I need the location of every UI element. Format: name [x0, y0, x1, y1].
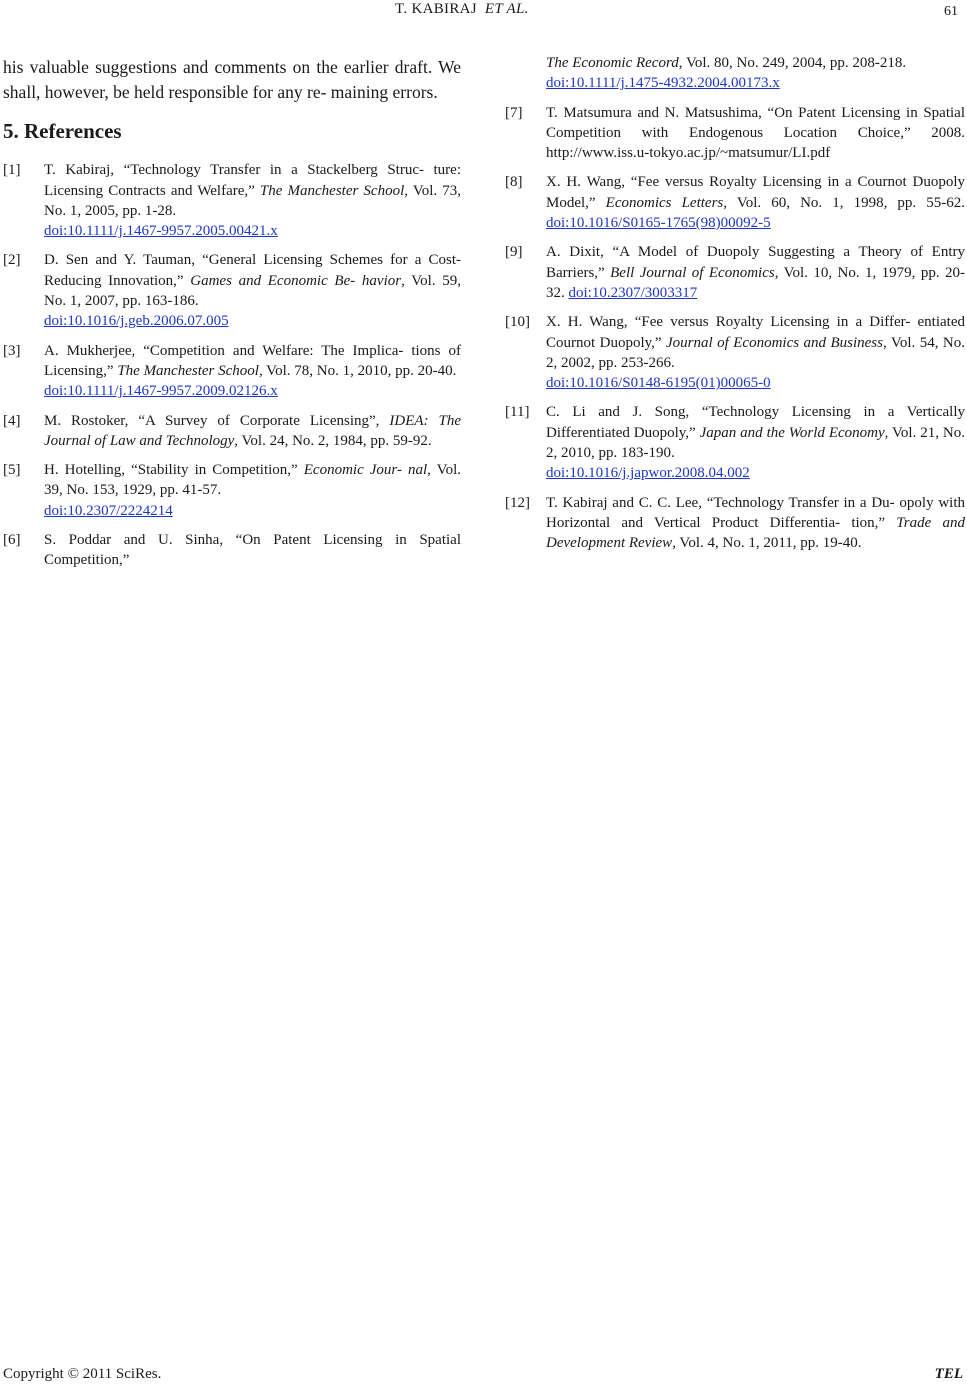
reference-journal: Trade and Development Review: [546, 514, 965, 552]
doi-link[interactable]: doi:10.1111/j.1467-9957.2009.02126.x: [44, 383, 278, 400]
reference-journal: Japan and the World Economy: [699, 424, 885, 441]
reference-item: [505, 493, 965, 554]
reference-text: T. Kabiraj, “Technology Transfer in a Stackelberg Struc- ture: Licensing Contracts and Welfare,”: [44, 162, 461, 199]
reference-item-continued: [505, 53, 965, 94]
reference-number: [12]: [505, 494, 530, 511]
page-number: 61: [944, 4, 958, 19]
reference-text: T. Matsumura and N. Matsushima, “On Patent Licensing in Spatial Competition with Endogenous Location Choice,” 2008. http://www.iss.u-tokyo.ac.jp/~matsumur/LI.pdf: [546, 104, 965, 162]
reference-journal: The Manchester School: [259, 182, 405, 199]
reference-details: , Vol. 39, No. 153, 1929, pp. 41-57.: [44, 462, 461, 499]
reference-item: [505, 242, 965, 303]
reference-number: [7]: [505, 104, 523, 121]
doi-link[interactable]: doi:10.1111/j.1467-9957.2005.00421.x: [44, 223, 278, 240]
running-head-author: T. KABIRAJ: [395, 1, 477, 17]
doi-link[interactable]: doi:10.1016/S0165-1765(98)00092-5: [546, 215, 771, 232]
reference-text: T. Kabiraj and C. C. Lee, “Technology Transfer in a Du- opoly with Horizontal and Vertical Product Differentia- tion,”: [546, 494, 965, 531]
intro-paragraph: his valuable suggestions and comments on the earlier draft. We shall, however, be held responsible for any re- maining errors.: [3, 57, 461, 102]
reference-number: [1]: [3, 162, 21, 179]
reference-details: , Vol. 80, No. 249, 2004, pp. 208-218.: [678, 55, 907, 71]
reference-item: [3, 411, 461, 452]
section-heading: 5. References: [3, 119, 122, 143]
reference-number: [8]: [505, 174, 523, 191]
running-head-etal: ET AL.: [484, 1, 529, 17]
reference-number: [10]: [505, 314, 530, 331]
reference-text: X. H. Wang, “Fee versus Royalty Licensing in a Cournot Duopoly Model,”: [546, 174, 965, 211]
reference-text: D. Sen and Y. Tauman, “General Licensing Schemes for a Cost-Reducing Innovation,”: [44, 252, 461, 289]
reference-journal: Economic Jour- nal: [303, 462, 428, 479]
page-footer: [0, 1364, 967, 1386]
doi-link[interactable]: doi:10.1016/j.japwor.2008.04.002: [546, 465, 750, 482]
reference-journal: The Manchester School: [117, 362, 259, 379]
reference-number: [5]: [3, 462, 21, 479]
copyright-notice: Copyright © 2011 SciRes.: [3, 1366, 162, 1382]
doi-link[interactable]: doi:10.1111/j.1475-4932.2004.00173.x: [546, 75, 780, 92]
reference-journal: Games and Economic Be- havior: [190, 272, 402, 289]
reference-text: S. Poddar and U. Sinha, “On Patent Licensing in Spatial Competition,”: [44, 532, 461, 569]
journal-abbreviation: TEL: [934, 1366, 963, 1382]
reference-details: , Vol. 73, No. 1, 2005, pp. 1-28.: [44, 182, 462, 219]
reference-details: , Vol. 24, No. 2, 1984, pp. 59-92.: [234, 432, 432, 449]
reference-item: [505, 402, 965, 483]
reference-number: [4]: [3, 412, 21, 429]
reference-details: , Vol. 21, No. 2, 2010, pp. 183-190.: [546, 424, 965, 462]
reference-item: [505, 172, 965, 233]
doi-link[interactable]: doi:10.2307/3003317: [568, 284, 698, 301]
running-head: [395, 1, 529, 18]
reference-details: , Vol. 10, No. 1, 1979, pp. 20-32.: [546, 264, 965, 301]
right-column: [505, 53, 965, 563]
running-header: [0, 0, 967, 22]
reference-item: [3, 250, 461, 331]
reference-text: M. Rostoker, “A Survey of Corporate Licensing”,: [44, 412, 390, 429]
reference-journal: Journal of Economics and Business: [666, 334, 883, 351]
reference-item: [3, 341, 461, 402]
reference-number: [2]: [3, 252, 21, 269]
doi-link[interactable]: doi:10.1016/j.geb.2006.07.005: [44, 313, 229, 330]
reference-details: , Vol. 59, No. 1, 2007, pp. 163-186.: [44, 272, 461, 310]
reference-details: , Vol. 54, No. 2, 2002, pp. 253-266.: [546, 334, 965, 371]
reference-item: [3, 530, 461, 571]
reference-number: [11]: [505, 404, 530, 421]
reference-text: A. Mukherjee, “Competition and Welfare: The Implica- tions of Licensing,”: [44, 342, 461, 379]
reference-item: [3, 460, 461, 521]
reference-details: , Vol. 4, No. 1, 2011, pp. 19-40.: [672, 535, 862, 552]
reference-item: [505, 312, 965, 393]
reference-journal: Bell Journal of Economics: [610, 264, 775, 281]
reference-text: A. Dixit, “A Model of Duopoly Suggesting a Theory of Entry Barriers,”: [546, 244, 965, 281]
left-column: [3, 55, 461, 580]
reference-text: H. Hotelling, “Stability in Competition,”: [44, 462, 304, 479]
reference-details: , Vol. 60, No. 1, 1998, pp. 55-62.: [723, 194, 966, 211]
doi-link[interactable]: doi:10.1016/S0148-6195(01)00065-0: [546, 375, 771, 392]
reference-journal: IDEA: The Journal of Law and Technology: [44, 412, 461, 449]
reference-text: C. Li and J. Song, “Technology Licensing in a Vertically Differentiated Duopoly,”: [546, 404, 965, 441]
reference-journal: Economics Letters: [605, 194, 724, 211]
doi-link[interactable]: doi:10.2307/2224214: [44, 502, 173, 519]
reference-details: , Vol. 78, No. 1, 2010, pp. 20-40.: [258, 362, 457, 379]
reference-number: [9]: [505, 244, 523, 261]
reference-number: [6]: [3, 532, 21, 549]
reference-item: [505, 103, 965, 164]
reference-item: [3, 160, 461, 241]
reference-journal: The Economic Record: [546, 55, 679, 71]
reference-number: [3]: [3, 342, 21, 359]
reference-text: X. H. Wang, “Fee versus Royalty Licensing in a Differ- entiated Cournot Duopoly,”: [546, 314, 965, 351]
